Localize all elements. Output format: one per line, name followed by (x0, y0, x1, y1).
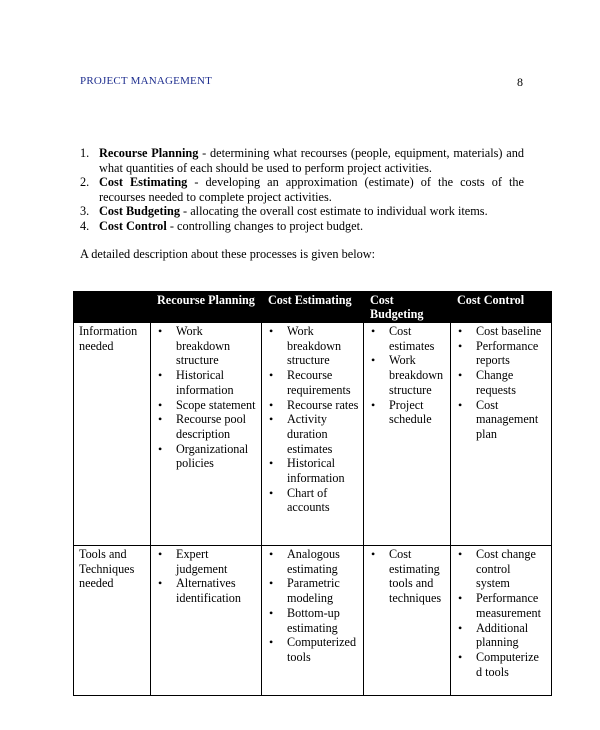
table-header-cell: Cost Estimating (262, 292, 364, 323)
process-number: 4. (80, 218, 90, 233)
bullet-list (267, 324, 359, 515)
bullet-item: • Performance reports (456, 339, 547, 368)
bullet-item: • Cost estimates (369, 324, 446, 353)
table-cell (451, 323, 552, 546)
page-number: 8 (517, 75, 523, 89)
table-cell (151, 546, 262, 696)
bullet-item: • Cost change control system (456, 547, 547, 591)
bullet-item: • Cost estimating tools and techniques (369, 547, 446, 606)
process-description: - developing an approximation (estimate) of the costs of the recourses needed to complete project activities. (99, 175, 525, 204)
process-name: Recourse Planning (99, 146, 199, 160)
bullet-list (156, 547, 257, 606)
bullet-list (456, 324, 547, 442)
process-text (99, 175, 524, 204)
bullet-item: • Recourse requirements (267, 368, 359, 397)
intro-text: A detailed description about these processes is given below: (80, 247, 376, 261)
bullet-item: • Activity duration estimates (267, 412, 359, 456)
bullet-list (369, 324, 446, 427)
bullet-item: • Additional planning (456, 621, 547, 650)
process-number: 3. (80, 204, 90, 219)
process-name: Cost Budgeting (99, 204, 180, 219)
bullet-item: • Computerize d tools (456, 650, 547, 679)
process-number: 2. (80, 175, 90, 190)
table-header-cell: Recourse Planning (151, 292, 262, 323)
bullet-item: • Historical information (156, 368, 257, 397)
row-label: Tools and Techniques needed (74, 546, 151, 696)
table-row (74, 323, 552, 546)
process-text (99, 146, 524, 175)
table-header-cell: Cost Budgeting (364, 292, 451, 323)
bullet-list (369, 547, 446, 606)
process-text (99, 204, 524, 219)
bullet-item: • Project schedule (369, 398, 446, 427)
bullet-item: • Work breakdown structure (369, 353, 446, 397)
process-list (80, 146, 524, 234)
bullet-item: • Work breakdown structure (267, 324, 359, 368)
table-cell (364, 323, 451, 546)
bullet-item: • Computerized tools (267, 635, 359, 664)
table-cell (364, 546, 451, 696)
bullet-item: • Performance measurement (456, 591, 547, 620)
bullet-list (267, 547, 359, 665)
row-label: Information needed (74, 323, 151, 546)
bullet-list (156, 324, 257, 471)
bullet-item: • Expert judgement (156, 547, 257, 576)
bullet-item: • Parametric modeling (267, 576, 359, 605)
header-title: PROJECT MANAGEMENT (80, 75, 213, 87)
process-item (80, 204, 524, 219)
bullet-item: • Cost management plan (456, 398, 547, 442)
process-item (80, 146, 524, 175)
bullet-item: • Organizational policies (156, 442, 257, 471)
bullet-item: • Chart of accounts (267, 486, 359, 515)
bullet-item: • Cost baseline (456, 324, 547, 339)
process-item (80, 219, 524, 234)
process-name: Cost Estimating (99, 175, 188, 190)
bullet-item: • Analogous estimating (267, 547, 359, 576)
process-item (80, 175, 524, 204)
process-description: - determining what recourses (people, equipment, materials) and what quantities of each should be used to perform project activities. (99, 146, 524, 175)
bullet-item: • Recourse rates (267, 398, 359, 413)
bullet-item: • Historical information (267, 456, 359, 485)
bullet-item: • Alternatives identification (156, 576, 257, 605)
process-number: 1. (80, 146, 90, 160)
bullet-item: • Change requests (456, 368, 547, 397)
table-header-row (74, 292, 552, 323)
table-cell (262, 323, 364, 546)
table-cell (262, 546, 364, 696)
table-cell (451, 546, 552, 696)
table-header-cell (74, 292, 151, 323)
table-header-cell: Cost Control (451, 292, 552, 323)
table-row (74, 546, 552, 696)
process-text (99, 219, 524, 234)
bullet-item: • Scope statement (156, 398, 257, 413)
process-name: Cost Control (99, 218, 167, 233)
bullet-item: • Bottom-up estimating (267, 606, 359, 635)
process-description: - allocating the overall cost estimate to individual work items. (179, 204, 488, 219)
process-description: - controlling changes to project budget. (166, 218, 364, 233)
bullet-item: • Recourse pool description (156, 412, 257, 441)
bullet-list (456, 547, 547, 679)
process-table (73, 291, 552, 696)
table-cell (151, 323, 262, 546)
bullet-item: • Work breakdown structure (156, 324, 257, 368)
